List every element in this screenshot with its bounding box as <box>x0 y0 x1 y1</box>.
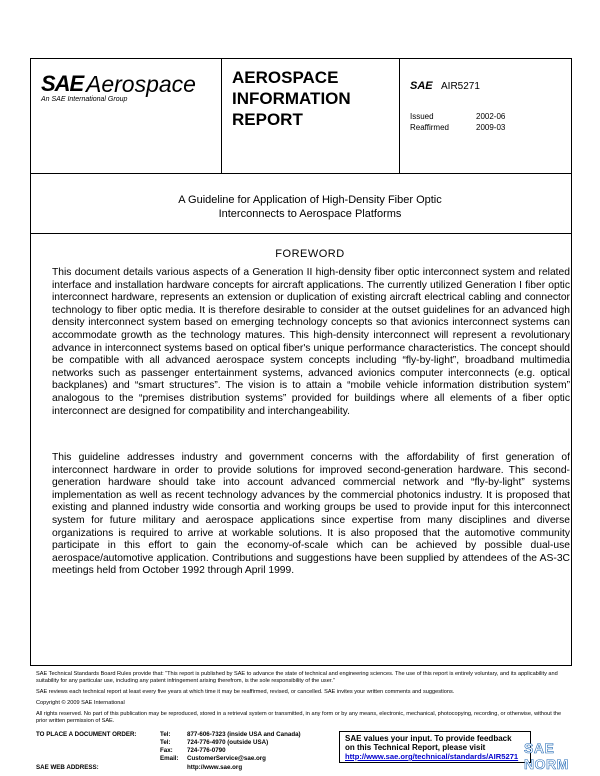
page-right-border <box>571 58 572 666</box>
watermark-text: SAE NORM <box>524 740 569 772</box>
rights-notice: All rights reserved. No part of this publication may be reproduced, stored in a retrieval system or transmitted, in any form or by any means, electronic, mechanical, photocopying, recording, or otherwise, without the prior written permission of SAE. <box>36 711 562 724</box>
feedback-box <box>339 731 531 763</box>
sae-small-logo: SAE <box>410 80 433 92</box>
feedback-line-2: on this Technical Report, please visit <box>345 743 486 752</box>
reaffirmed-label: Reaffirmed <box>410 123 449 132</box>
report-type-line-1: AEROSPACE <box>232 68 339 87</box>
document-title <box>40 193 580 221</box>
logo-subtitle: An SAE International Group <box>41 96 128 103</box>
report-type-title <box>232 67 392 130</box>
copyright-notice: Copyright © 2009 SAE International <box>36 700 125 706</box>
report-type-line-3: REPORT <box>232 110 303 129</box>
header-bottom-border <box>30 173 572 174</box>
reaffirmed-value: 2009-03 <box>476 123 506 132</box>
feedback-url-link[interactable]: http://www.sae.org/technical/standards/AIR5271 <box>345 752 519 761</box>
foreword-heading: FOREWORD <box>275 248 345 260</box>
contact-key-email: Email: <box>160 755 179 762</box>
report-type-line-2: INFORMATION <box>232 89 351 108</box>
contact-value-fax: 724-776-0790 <box>187 747 226 754</box>
foreword-paragraph-2: This guideline addresses industry and government concerns with the affordability of first generation of interconnect hardware in order to provide solutions for improved second-generation hardware. This second-generation hardware should take into account advanced commercial network and “fly-by-light” systems implementation as well as recent technology advances by the commercial photonics industry. It is proposed that existing and planned industry wide consortia and working groups be used to provide input for this interconnect system for future military and aerospace applications since expertise from many disciplines and diverse organizations is required to arrive at workable solutions. It is also proposed that the automotive community participate in this effort to gain the economy-of-scale which can be achieved by possible dual-use aerospace/automotive application. Contributions and suggestions have been supplied by attendees of the AS-3C meetings held from October 1992 through April 1999. <box>52 452 570 577</box>
page-left-border <box>30 58 31 666</box>
feedback-line-1: SAE values your input. To provide feedback <box>345 734 512 743</box>
document-number: AIR5271 <box>441 81 480 92</box>
standards-board-rules: SAE Technical Standards Board Rules provide that: “This report is published by SAE to advance the state of technical and engineering sciences. The use of this report is entirely voluntary, and its applicability and suitability for any particular use, including any patent infringement arising therefrom, is the sole responsibility of the user.” <box>36 671 558 684</box>
order-label: TO PLACE A DOCUMENT ORDER: <box>36 731 137 738</box>
contact-key-fax: Fax: <box>160 747 173 754</box>
header-top-border <box>30 58 572 59</box>
header-divider-1 <box>221 58 222 173</box>
title-divider <box>30 233 572 234</box>
contact-key-tel-1: Tel: <box>160 731 171 738</box>
sae-logo-mark: SAE <box>41 71 84 96</box>
web-address-label: SAE WEB ADDRESS: <box>36 764 99 771</box>
contact-value-email[interactable]: CustomerService@sae.org <box>187 755 266 762</box>
document-title-line-1: A Guideline for Application of High-Density Fiber Optic <box>178 194 442 206</box>
issued-value: 2002-06 <box>476 112 506 121</box>
contact-key-tel-2: Tel: <box>160 739 171 746</box>
aerospace-logo-text: Aerospace <box>86 71 196 97</box>
web-address-link[interactable]: http://www.sae.org <box>187 764 243 771</box>
body-bottom-border <box>30 665 572 666</box>
contact-value-tel-2: 724-776-4970 (outside USA) <box>187 739 269 746</box>
review-notice: SAE reviews each technical report at least every five years at which time it may be reaffirmed, revised, or cancelled. SAE invites your written comments and suggestions. <box>36 689 455 695</box>
contact-value-tel-1: 877-606-7323 (inside USA and Canada) <box>187 731 301 738</box>
foreword-paragraph-1: This document details various aspects of a Generation II high-density fiber optic interconnect system and related interface and installation hardware concepts for aircraft applications. The currently utilized Generation I fiber optic interconnect hardware, represents an extension or duplication of existing aircraft electrical cabling and connector technology to fiber optic media. It is therefore desirable to consider at the outset guidelines for an advanced high density interconnect system based on emerging technology concepts so that avionics interconnect systems can accommodate growth as the technology matures. This high-density interconnect will represent a revolutionary advance in interconnect systems based on optical fiber's unique performance characteristics. The concept should be compatible with all advanced aerospace system concepts including “fly-by-light”, broadband multimedia networks such as passenger entertainment systems, advanced avionics computer interconnects (e.g. optical backplanes) and “smart structures”. The vision is to attain a “mobile vehicle information distribution system” analogous to the “premises distribution systems” provided for buildings where all elements of a fiber optic interconnect are designed for compatibility and interchangeability. <box>52 267 570 417</box>
document-title-line-2: Interconnects to Aerospace Platforms <box>218 208 402 220</box>
header-divider-2 <box>399 58 400 173</box>
issued-label: Issued <box>410 112 434 121</box>
